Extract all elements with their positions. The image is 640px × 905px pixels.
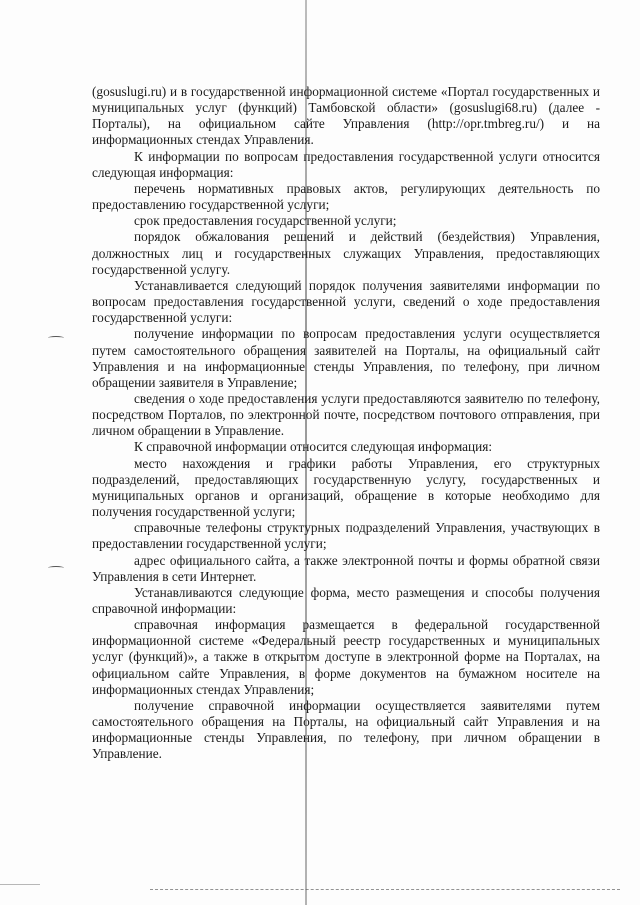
paragraph: К справочной информации относится следующая информация:: [134, 439, 493, 455]
paragraph: справочная информация размещается в федеральной государственной информационной системе «Федеральный реестр государственных и муниципальных услуг (функций)», а также в открытом доступе в электронной форме на Порталах, на официальном сайте Управления, в форме документов на бумажном носителе на информационных стендах Управления;: [92, 617, 600, 697]
paragraph: порядок обжалования решений и действий (бездействия) Управления, должностных лиц и государственных служащих Управления, предоставляющих государственной услугу.: [92, 229, 600, 277]
paragraph: сведения о ходе предоставления услуги предоставляются заявителю по телефону, посредством Порталов, по электронной почте, посредством почтового отправления, при личном обращении в Управление.: [92, 390, 600, 439]
paragraph: Устанавливается следующий порядок получения заявителями информации по вопросам предоставления государственной услуги, сведений о ходе предоставления государственной услуги:: [92, 277, 600, 326]
document-body: [92, 84, 600, 763]
paragraph: срок предоставления государственной услуги;: [134, 213, 397, 229]
paragraph: место нахождения и графики работы Управления, его структурных подразделений, предоставляющих государственную услугу, государственных и муниципальных органов и организаций, обращение в которые необходимо для получения государственной услуги;: [92, 455, 600, 520]
paragraph: адрес официального сайта, а также электронной почты и формы обратной связи Управления в сети Интернет.: [92, 552, 600, 584]
paragraph: получение справочной информации осуществляется заявителями путем самостоятельного обращения на Порталы, на официальный сайт Управления и на информационные стенды Управления, по телефону, при личном обращении в Управление.: [92, 697, 600, 762]
margin-mark: [48, 336, 64, 340]
paragraph: Устанавливаются следующие форма, место размещения и способы получения справочной информации:: [92, 584, 600, 616]
paragraph: К информации по вопросам предоставления государственной услуги относится следующая информация:: [92, 148, 600, 180]
paragraph: справочные телефоны структурных подразделений Управления, участвующих в предоставлении государственной услуги;: [92, 520, 600, 552]
scan-artifact: [150, 889, 620, 892]
paragraph: перечень нормативных правовых актов, регулирующих деятельность по предоставлению государственной услуги;: [92, 180, 600, 213]
paragraph: (gosuslugi.ru) и в государственной информационной системе «Портал государственных и муниципальных услуг (функций) Тамбовской области» (gosuslugi68.ru) (далее - Порталы), на официальном сайте Управления (http://opr.tmbreg.ru/) и на информационных стендах Управления.: [92, 84, 600, 148]
paragraph: получение информации по вопросам предоставления услуги осуществляется путем самостоятельного обращения заявителей на Порталы, на официальный сайт Управления и на информационные стенды Управления, по телефону, при личном обращении заявителя в Управление;: [92, 326, 600, 390]
margin-mark: [48, 566, 64, 570]
scan-artifact: [0, 884, 40, 885]
